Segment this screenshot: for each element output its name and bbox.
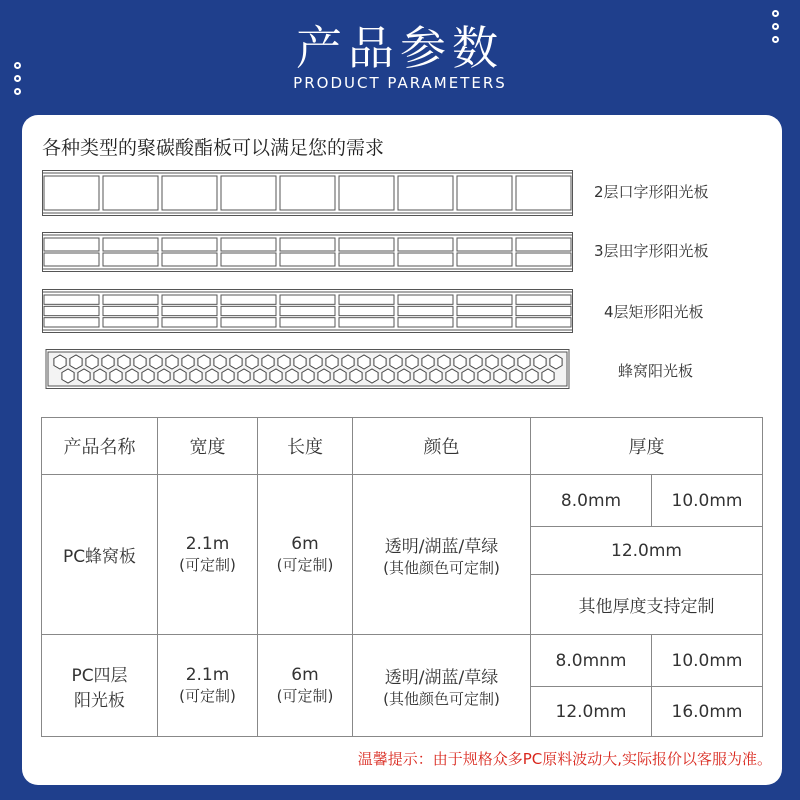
content-card [22, 115, 782, 785]
row1-thickness-3: 12.0mm [531, 527, 763, 575]
page-subtitle: PRODUCT PARAMETERS [293, 74, 507, 92]
panel-label-3-layer: 3层田字形阳光板 [594, 242, 709, 260]
panel-3-layer-illustration [42, 232, 574, 272]
panel-honeycomb-illustration [42, 349, 574, 389]
row2-thickness-2: 10.0mm [652, 635, 763, 687]
table-row [42, 475, 763, 527]
panel-label-2-layer: 2层口字形阳光板 [594, 183, 709, 201]
row2-length: 6m (可定制) [258, 635, 353, 737]
panel-2-layer-illustration [42, 170, 574, 216]
page-title: 产品参数 [296, 21, 504, 75]
warning-note: 温馨提示：由于规格众多PC原料波动大,实际报价以客服为准。 [357, 750, 772, 768]
page-header [0, 0, 800, 115]
row2-width: 2.1m (可定制) [158, 635, 258, 737]
row1-thickness-2: 10.0mm [652, 475, 763, 527]
parameter-table [41, 417, 763, 737]
row2-thickness-3: 12.0mm [531, 687, 652, 737]
row2-color: 透明/湖蓝/草绿 (其他颜色可定制) [353, 635, 531, 737]
header-name: 产品名称 [42, 418, 158, 475]
header-width: 宽度 [158, 418, 258, 475]
row1-color: 透明/湖蓝/草绿 (其他颜色可定制) [353, 475, 531, 635]
header-length: 长度 [258, 418, 353, 475]
row1-name: PC蜂窝板 [42, 475, 158, 635]
header-thickness: 厚度 [531, 418, 763, 475]
row1-thickness-1: 8.0mm [531, 475, 652, 527]
row1-length: 6m (可定制) [258, 475, 353, 635]
intro-text: 各种类型的聚碳酸酯板可以满足您的需求 [42, 137, 385, 159]
row1-thickness-other: 其他厚度支持定制 [531, 575, 763, 635]
table-header-row [42, 418, 763, 475]
row1-width: 2.1m (可定制) [158, 475, 258, 635]
header-color: 颜色 [353, 418, 531, 475]
panel-label-4-layer: 4层矩形阳光板 [604, 303, 704, 321]
row2-thickness-4: 16.0mm [652, 687, 763, 737]
panel-label-honeycomb: 蜂窝阳光板 [618, 362, 694, 380]
row2-thickness-1: 8.0mnm [531, 635, 652, 687]
row2-name: PC四层 阳光板 [42, 635, 158, 737]
table-row [42, 635, 763, 687]
panel-4-layer-illustration [42, 289, 574, 333]
